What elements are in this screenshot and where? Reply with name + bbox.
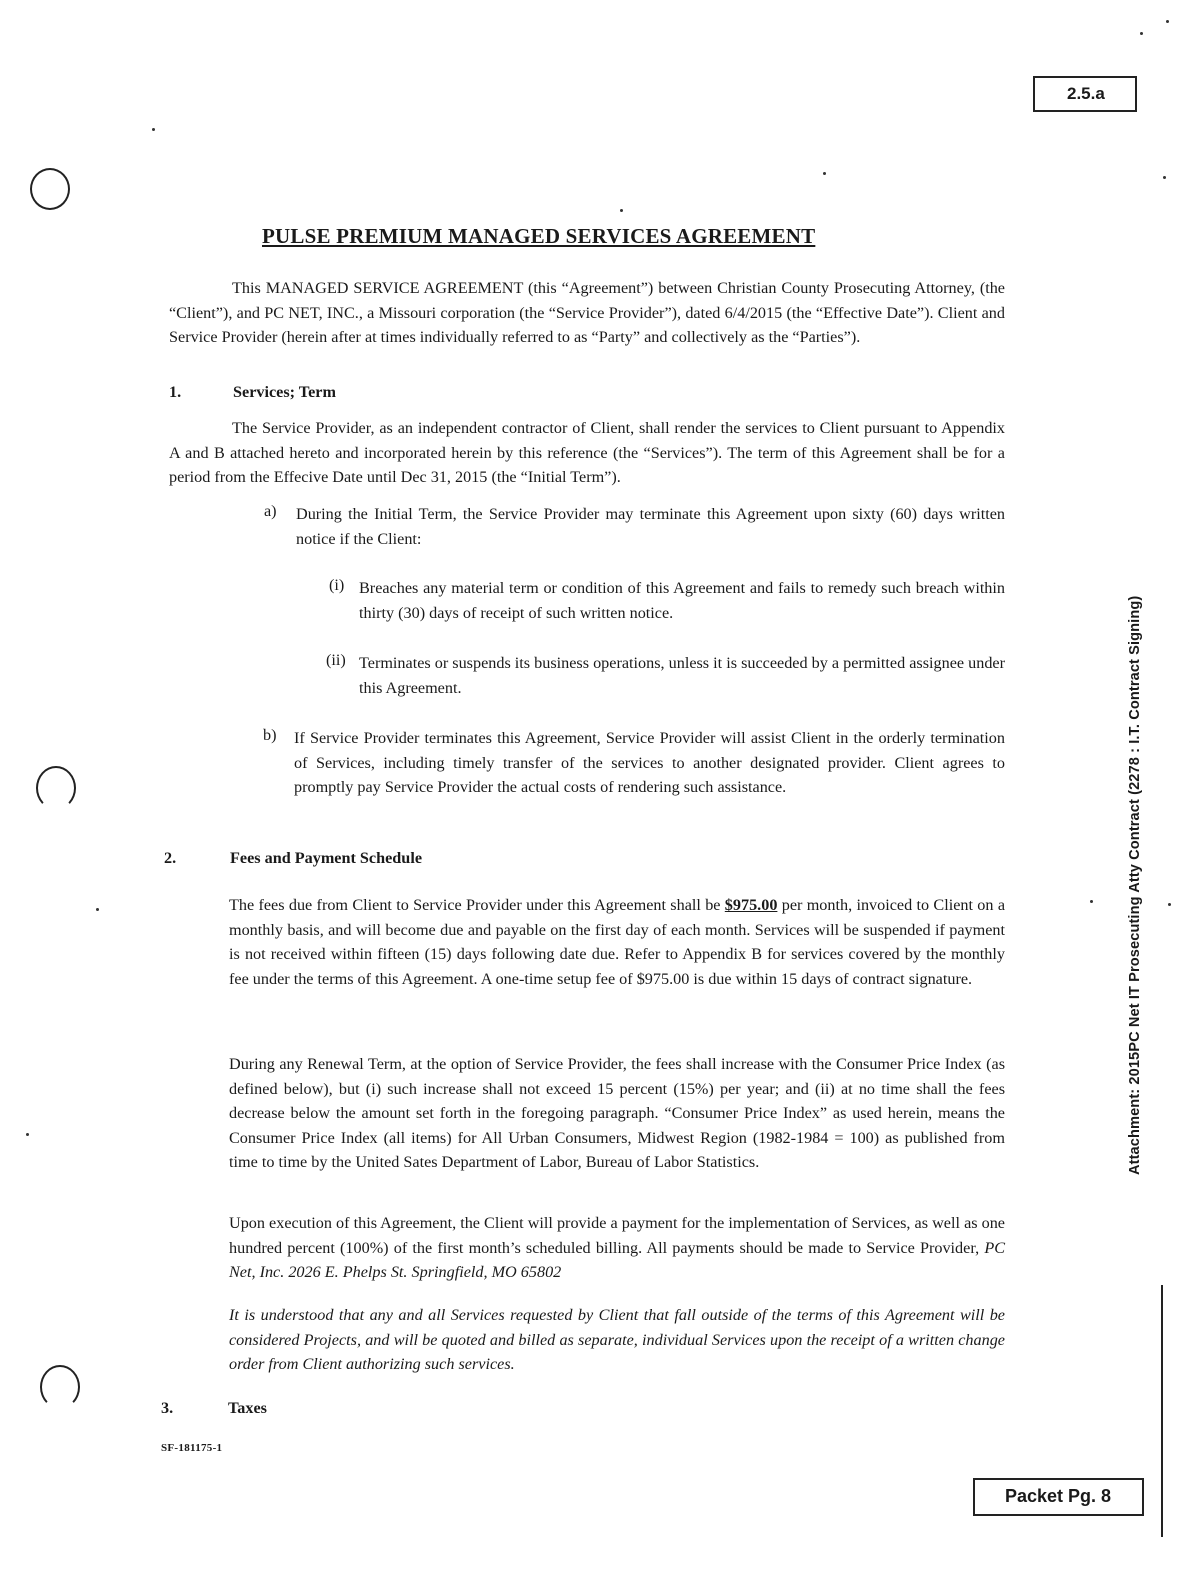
binder-hole-icon bbox=[30, 168, 70, 210]
scan-speck bbox=[620, 209, 623, 212]
binder-hole-icon bbox=[36, 766, 76, 810]
scan-speck bbox=[152, 128, 155, 131]
fees-text-pre: The fees due from Client to Service Provider under this Agreement shall be bbox=[229, 896, 725, 914]
scan-speck bbox=[1168, 903, 1171, 906]
clause-i: Breaches any material term or condition of this Agreement and fails to remedy such breach within thirty (30) days of receipt of such written notice. bbox=[359, 579, 1005, 622]
section-heading-taxes: Taxes bbox=[228, 1399, 267, 1417]
binder-hole-icon bbox=[40, 1365, 80, 1409]
section1-paragraph: The Service Provider, as an independent contractor of Client, shall render the services to Client pursuant to Appendix A and B attached hereto and incorporated herein by this reference (the “Services”). The term of this Agreement shall be for a period from the Effecive Date until Dec 31, 2015 (the “Initial Term”). bbox=[169, 419, 1005, 486]
fees-paragraph bbox=[229, 893, 1005, 991]
attachment-label: Attachment: 2015PC Net IT Prosecuting Atty Contract (2278 : I.T. Contract Signing) bbox=[1127, 595, 1143, 1175]
scan-speck bbox=[26, 1133, 29, 1136]
scan-speck bbox=[1140, 32, 1143, 35]
list-marker-a: a) bbox=[264, 502, 277, 520]
projects-paragraph: It is understood that any and all Services requested by Client that fall outside of the terms of this Agreement will be considered Projects, and will be quoted and billed as separate, individual Services upon the receipt of a written change order from Client authorizing such services. bbox=[229, 1306, 1005, 1373]
section-heading-fees: Fees and Payment Schedule bbox=[230, 849, 422, 867]
section-number: 1. bbox=[169, 383, 182, 401]
section-number: 3. bbox=[161, 1399, 174, 1417]
monthly-fee-amount: $975.00 bbox=[724, 896, 778, 914]
scan-speck bbox=[823, 172, 826, 175]
section-number: 2. bbox=[164, 849, 177, 867]
page-tag: 2.5.a bbox=[1067, 84, 1105, 103]
packet-page-label: Packet Pg. 8 bbox=[1005, 1486, 1112, 1506]
clause-b: If Service Provider terminates this Agreement, Service Provider will assist Client in the orderly termination of Services, including timely transfer of the services to another designated provider. Client agrees to promptly pay Service Provider the actual costs of rendering such assistance. bbox=[294, 729, 1005, 796]
intro-paragraph: This MANAGED SERVICE AGREEMENT (this “Agreement”) between Christian County Prosecuting Attorney, (the “Client”), and PC NET, INC., a Missouri corporation (the “Service Provider”), dated 6/4/2015 (the “Effective Date”). Client and Service Provider (herein after at times individually referred to as “Party” and collectively as the “Parties”). bbox=[169, 279, 1005, 346]
scan-speck bbox=[1163, 176, 1166, 179]
document-title: PULSE PREMIUM MANAGED SERVICES AGREEMENT bbox=[262, 224, 816, 248]
payment-paragraph bbox=[229, 1211, 1005, 1285]
packet-page-box bbox=[973, 1478, 1144, 1516]
payment-text: Upon execution of this Agreement, the Client will provide a payment for the implementation of Services, as well as one hundred percent (100%) of the first month’s scheduled billing. All payments should be made to Service Provider, bbox=[229, 1214, 1005, 1257]
document-code: SF-181175-1 bbox=[161, 1442, 223, 1454]
clause-ii: Terminates or suspends its business operations, unless it is succeeded by a permitted assignee under this Agreement. bbox=[359, 654, 1005, 697]
scan-speck bbox=[1166, 20, 1169, 23]
payment-address: PC Net, Inc. 2026 E. Phelps St. Springfield, MO 65802 bbox=[229, 1238, 1005, 1281]
clause-a: During the Initial Term, the Service Provider may terminate this Agreement upon sixty (60) days written notice if the Client: bbox=[296, 505, 1005, 548]
list-marker-ii: (ii) bbox=[326, 651, 346, 669]
fees-text-post: per month, invoiced to Client on a monthly basis, and will become due and payable on the first day of each month. Services will be suspended if payment is not received within fifteen (15) days following date due. Refer to Appendix B for services covered by the monthly fee under the terms of this Agreement. A one-time setup fee of $975.00 is due within 15 days of contract signature. bbox=[229, 896, 1006, 988]
side-rule bbox=[1161, 1285, 1163, 1537]
page-tag-box bbox=[1033, 76, 1137, 112]
scan-speck bbox=[96, 908, 99, 911]
renewal-paragraph: During any Renewal Term, at the option of Service Provider, the fees shall increase with the Consumer Price Index (as defined below), but (i) such increase shall not exceed 15 percent (15%) per year; and (ii) at no time shall the fees decrease below the amount set forth in the foregoing paragraph. “Consumer Price Index” as used herein, means the Consumer Price Index (all items) for All Urban Consumers, Midwest Region (1982-1984 = 100) as published from time to time by the United Sates Department of Labor, Bureau of Labor Statistics. bbox=[229, 1055, 1005, 1171]
section-heading-services-term: Services; Term bbox=[233, 383, 336, 401]
list-marker-i: (i) bbox=[329, 576, 345, 594]
scan-speck bbox=[1090, 900, 1093, 903]
list-marker-b: b) bbox=[263, 726, 277, 744]
